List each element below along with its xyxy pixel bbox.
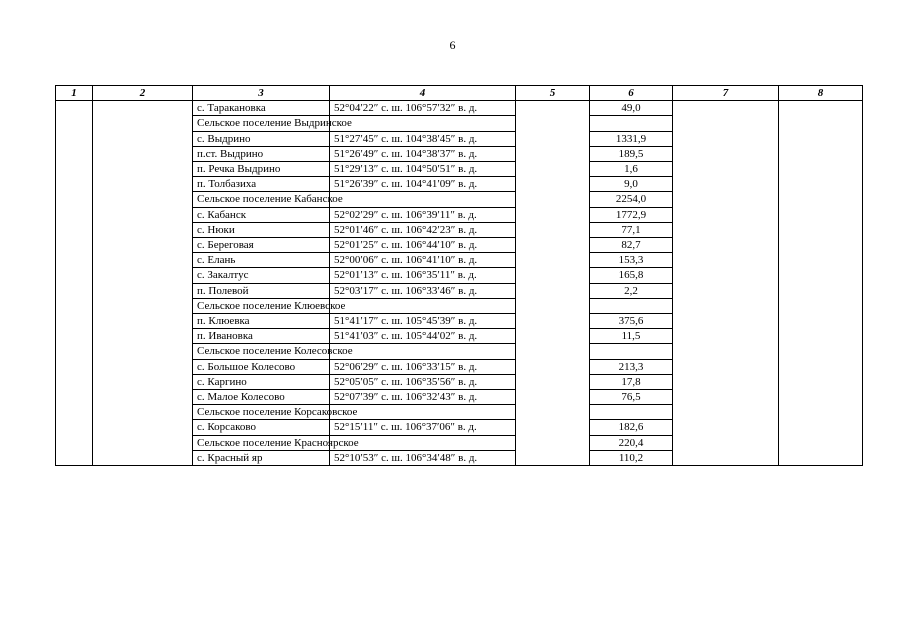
- column-header: 3: [193, 86, 330, 101]
- settlement-name-cell: с. Кабанск: [193, 207, 330, 222]
- column-header: 8: [779, 86, 863, 101]
- coordinates-cell: [330, 298, 516, 313]
- value-cell: [590, 344, 673, 359]
- column-2-cell: [93, 101, 193, 466]
- settlement-name-cell: с. Красный яр: [193, 450, 330, 465]
- value-cell: 1772,9: [590, 207, 673, 222]
- settlements-table: [55, 85, 863, 466]
- settlement-name-cell: п. Ивановка: [193, 329, 330, 344]
- settlement-name-cell: Сельское поселение Красноярское: [193, 435, 330, 450]
- settlement-name-cell: с. Большое Колесово: [193, 359, 330, 374]
- coordinates-cell: 52°15′11″ с. ш. 106°37′06″ в. д.: [330, 420, 516, 435]
- coordinates-cell: 52°10′53″ с. ш. 106°34′48″ в. д.: [330, 450, 516, 465]
- coordinates-cell: [330, 405, 516, 420]
- coordinates-cell: 51°26′49″ с. ш. 104°38′37″ в. д.: [330, 146, 516, 161]
- coordinates-cell: 52°05′05″ с. ш. 106°35′56″ в. д.: [330, 374, 516, 389]
- table-row: [56, 101, 863, 116]
- value-cell: 1,6: [590, 162, 673, 177]
- settlement-name-cell: Сельское поселение Колесовское: [193, 344, 330, 359]
- coordinates-cell: 52°03′17″ с. ш. 106°33′46″ в. д.: [330, 283, 516, 298]
- value-cell: 220,4: [590, 435, 673, 450]
- value-cell: 11,5: [590, 329, 673, 344]
- value-cell: 165,8: [590, 268, 673, 283]
- value-cell: 82,7: [590, 238, 673, 253]
- column-header: 2: [93, 86, 193, 101]
- column-header: 1: [56, 86, 93, 101]
- coordinates-cell: 51°41′03″ с. ш. 105°44′02″ в. д.: [330, 329, 516, 344]
- settlement-name-cell: Сельское поселение Кабанское: [193, 192, 330, 207]
- settlement-name-cell: п.ст. Выдрино: [193, 146, 330, 161]
- value-cell: 2,2: [590, 283, 673, 298]
- value-cell: 17,8: [590, 374, 673, 389]
- value-cell: 213,3: [590, 359, 673, 374]
- settlement-name-cell: Сельское поселение Корсаковское: [193, 405, 330, 420]
- coordinates-cell: 52°02′29″ с. ш. 106°39′11″ в. д.: [330, 207, 516, 222]
- coordinates-cell: 52°07′39″ с. ш. 106°32′43″ в. д.: [330, 390, 516, 405]
- coordinates-cell: [330, 116, 516, 131]
- value-cell: 76,5: [590, 390, 673, 405]
- table-body: [56, 101, 863, 466]
- page-number: 6: [449, 38, 456, 52]
- settlement-name-cell: с. Малое Колесово: [193, 390, 330, 405]
- column-5-cell: [516, 101, 590, 466]
- coordinates-cell: 51°29′13″ с. ш. 104°50′51″ в. д.: [330, 162, 516, 177]
- settlement-name-cell: с. Елань: [193, 253, 330, 268]
- coordinates-cell: 51°26′39″ с. ш. 104°41′09″ в. д.: [330, 177, 516, 192]
- value-cell: 9,0: [590, 177, 673, 192]
- settlement-name-cell: с. Береговая: [193, 238, 330, 253]
- value-cell: 375,6: [590, 314, 673, 329]
- column-8-cell: [779, 101, 863, 466]
- settlement-name-cell: с. Корсаково: [193, 420, 330, 435]
- settlement-name-cell: с. Таракановка: [193, 101, 330, 116]
- coordinates-cell: 51°27′45″ с. ш. 104°38′45″ в. д.: [330, 131, 516, 146]
- settlement-name-cell: п. Речка Выдрино: [193, 162, 330, 177]
- column-7-cell: [673, 101, 779, 466]
- coordinates-cell: 52°04′22″ с. ш. 106°57′32″ в. д.: [330, 101, 516, 116]
- coordinates-cell: 52°06′29″ с. ш. 106°33′15″ в. д.: [330, 359, 516, 374]
- settlement-name-cell: с. Каргино: [193, 374, 330, 389]
- settlement-name-cell: с. Нюки: [193, 222, 330, 237]
- value-cell: [590, 405, 673, 420]
- column-header: 5: [516, 86, 590, 101]
- value-cell: 77,1: [590, 222, 673, 237]
- column-header: 4: [330, 86, 516, 101]
- value-cell: 189,5: [590, 146, 673, 161]
- coordinates-cell: [330, 344, 516, 359]
- value-cell: 49,0: [590, 101, 673, 116]
- settlement-name-cell: Сельское поселение Выдринское: [193, 116, 330, 131]
- settlement-name-cell: Сельское поселение Клюевское: [193, 298, 330, 313]
- coordinates-cell: [330, 192, 516, 207]
- coordinates-cell: 52°00′06″ с. ш. 106°41′10″ в. д.: [330, 253, 516, 268]
- table-header-row: [56, 86, 863, 101]
- value-cell: 153,3: [590, 253, 673, 268]
- settlement-name-cell: п. Клюевка: [193, 314, 330, 329]
- settlement-name-cell: с. Выдрино: [193, 131, 330, 146]
- value-cell: 110,2: [590, 450, 673, 465]
- value-cell: [590, 298, 673, 313]
- value-cell: 182,6: [590, 420, 673, 435]
- coordinates-cell: 52°01′13″ с. ш. 106°35′11″ в. д.: [330, 268, 516, 283]
- settlement-name-cell: с. Закалтус: [193, 268, 330, 283]
- column-header: 6: [590, 86, 673, 101]
- column-header: 7: [673, 86, 779, 101]
- settlement-name-cell: п. Толбазиха: [193, 177, 330, 192]
- value-cell: [590, 116, 673, 131]
- settlement-name-cell: п. Полевой: [193, 283, 330, 298]
- value-cell: 1331,9: [590, 131, 673, 146]
- value-cell: 2254,0: [590, 192, 673, 207]
- coordinates-cell: 51°41′17″ с. ш. 105°45′39″ в. д.: [330, 314, 516, 329]
- coordinates-cell: 52°01′46″ с. ш. 106°42′23″ в. д.: [330, 222, 516, 237]
- column-1-cell: [56, 101, 93, 466]
- coordinates-cell: 52°01′25″ с. ш. 106°44′10″ в. д.: [330, 238, 516, 253]
